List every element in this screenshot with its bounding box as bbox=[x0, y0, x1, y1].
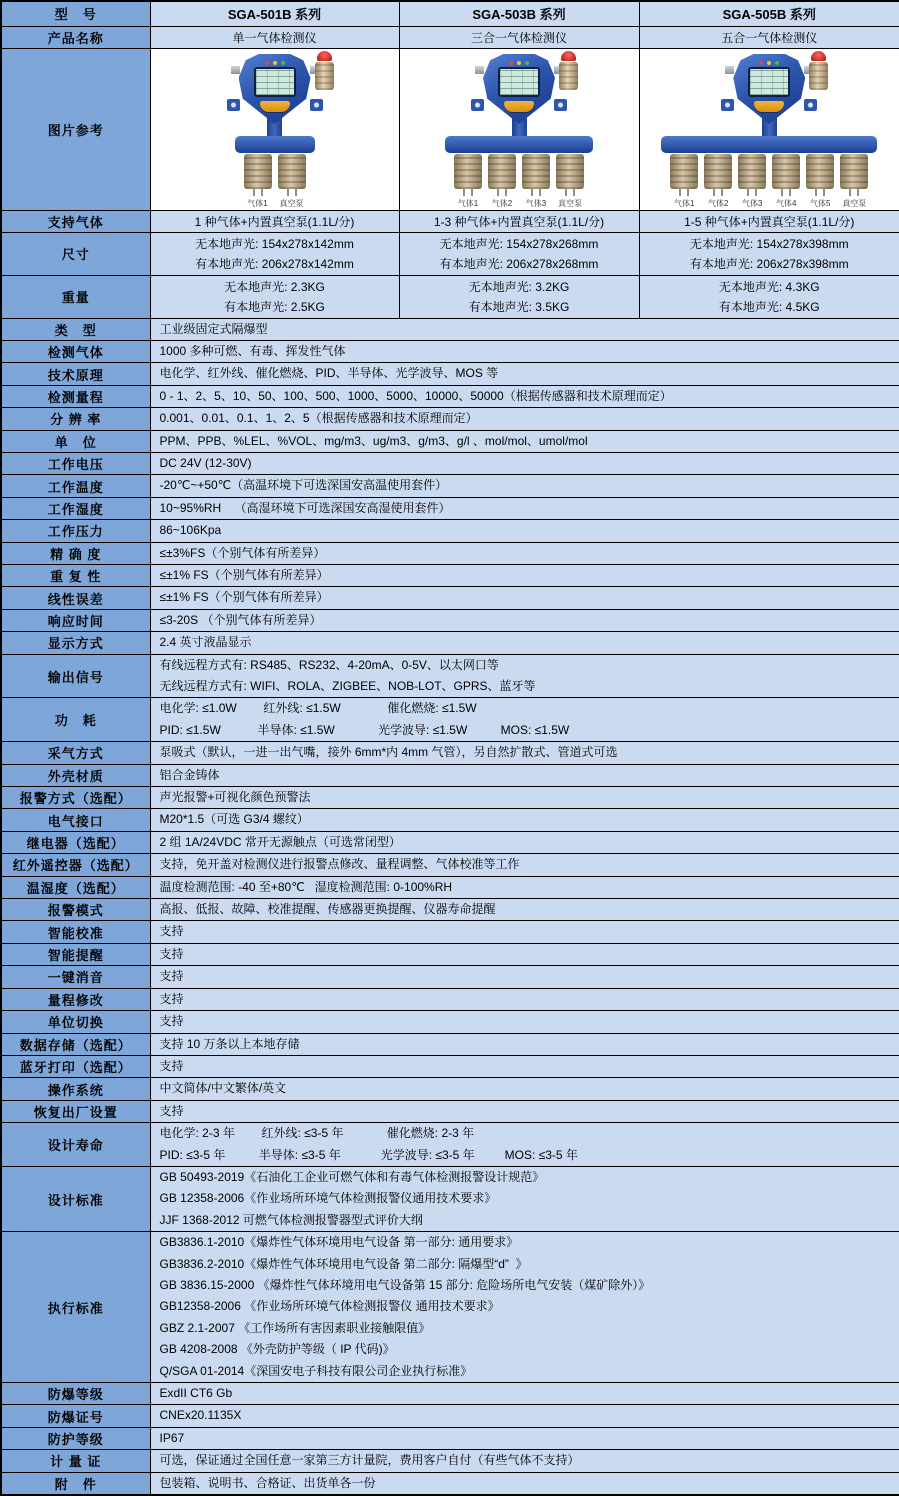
side-nub bbox=[725, 66, 734, 74]
product-image-cell bbox=[150, 48, 399, 210]
spec-value bbox=[150, 742, 899, 764]
spec-label: 技术原理 bbox=[1, 363, 150, 385]
spec-row bbox=[1, 966, 899, 988]
sensor-label: 气体3 bbox=[738, 198, 766, 209]
spec-label: 计 量 证 bbox=[1, 1450, 150, 1472]
spec-value bbox=[150, 1011, 899, 1033]
spec-row bbox=[1, 1450, 899, 1472]
spec-value bbox=[150, 564, 899, 586]
weight-line: 有本地声光: 3.5KG bbox=[400, 297, 639, 317]
spec-line: 高报、低报、故障、校准提醒、传感器更换提醒、仪器寿命提醒 bbox=[151, 899, 899, 920]
spec-line: Q/SGA 01-2014《深国安电子科技有限公司企业执行标准》 bbox=[151, 1361, 899, 1382]
mounting-ear bbox=[554, 99, 567, 111]
spec-line: ExdII CT6 Gb bbox=[151, 1383, 899, 1404]
spec-line: GB3836.2-2010《爆炸性气体环境用电气设备 第二部分: 隔爆型“d” 》 bbox=[151, 1254, 899, 1275]
spec-label: 报警模式 bbox=[1, 899, 150, 921]
size-line: 有本地声光: 206x278x398mm bbox=[640, 254, 899, 274]
spec-label: 恢复出厂设置 bbox=[1, 1100, 150, 1122]
spec-label: 重 复 性 bbox=[1, 564, 150, 586]
weight-line: 无本地声光: 4.3KG bbox=[640, 277, 899, 297]
spec-line: 0 - 1、2、5、10、50、100、500、1000、5000、10000、50000（根据传感器和技术原理而定） bbox=[151, 386, 899, 407]
sensor-cylinder bbox=[278, 154, 306, 189]
spec-value bbox=[150, 609, 899, 631]
spec-value bbox=[150, 318, 899, 340]
spec-label: 线性误差 bbox=[1, 587, 150, 609]
sensor-cylinder bbox=[244, 154, 272, 189]
spec-row bbox=[1, 1123, 899, 1167]
spec-value bbox=[150, 831, 899, 853]
spec-value bbox=[150, 1055, 899, 1077]
spec-value bbox=[150, 698, 899, 742]
product-name-row bbox=[1, 26, 899, 48]
mounting-ear bbox=[721, 99, 734, 111]
spec-row bbox=[1, 698, 899, 742]
alarm-beacon-dome bbox=[317, 51, 332, 61]
detector-head bbox=[400, 54, 639, 124]
spec-row bbox=[1, 787, 899, 809]
product-name: 五合一气体检测仪 bbox=[639, 26, 899, 48]
sensor-cylinder bbox=[772, 154, 800, 189]
spec-line: 支持 10 万条以上本地存储 bbox=[151, 1034, 899, 1055]
spec-row bbox=[1, 854, 899, 876]
side-nub bbox=[231, 66, 240, 74]
product-image-cell bbox=[399, 48, 639, 210]
spec-label: 红外遥控器（选配） bbox=[1, 854, 150, 876]
spec-row bbox=[1, 609, 899, 631]
sensor-cylinder bbox=[840, 154, 868, 189]
size-line: 无本地声光: 154x278x398mm bbox=[640, 234, 899, 254]
spec-row bbox=[1, 1100, 899, 1122]
spec-label: 附 件 bbox=[1, 1472, 150, 1495]
spec-line: PID: ≤3-5 年 半导体: ≤3-5 年 光学波导: ≤3-5 年 MOS: ≤3-5 年 bbox=[151, 1145, 899, 1166]
lcd-content bbox=[256, 69, 294, 95]
spec-label: 量程修改 bbox=[1, 988, 150, 1010]
sensor-cylinder bbox=[670, 154, 698, 189]
detector-shell bbox=[483, 54, 555, 124]
spec-value bbox=[150, 764, 899, 786]
sensor-label: 气体2 bbox=[704, 198, 732, 209]
gas-detector-illustration bbox=[151, 49, 399, 209]
mounting-ear bbox=[804, 99, 817, 111]
product-image-cell bbox=[639, 48, 899, 210]
product-name: 单一气体检测仪 bbox=[150, 26, 399, 48]
spec-value bbox=[150, 1100, 899, 1122]
spec-row bbox=[1, 1033, 899, 1055]
spec-row bbox=[1, 587, 899, 609]
model-name: SGA-505B 系列 bbox=[639, 1, 899, 26]
spec-line: 支持，免开盖对检测仪进行报警点修改、量程调整、气体校准等工作 bbox=[151, 854, 899, 875]
alarm-beacon bbox=[559, 62, 578, 90]
spec-label: 工作湿度 bbox=[1, 497, 150, 519]
alarm-beacon-dome bbox=[561, 51, 576, 61]
spec-row bbox=[1, 318, 899, 340]
spec-label: 工作压力 bbox=[1, 520, 150, 542]
spec-value bbox=[150, 876, 899, 898]
spec-line: 有线远程方式有: RS485、RS232、4-20mA、0-5V、以太网口等 bbox=[151, 655, 899, 676]
sensor-manifold bbox=[445, 136, 593, 153]
spec-line: GB12358-2006 《作业场所环境气体检测报警仪 通用技术要求》 bbox=[151, 1296, 899, 1317]
weight-line: 有本地声光: 4.5KG bbox=[640, 297, 899, 317]
spec-row bbox=[1, 1078, 899, 1100]
size-line: 无本地声光: 154x278x142mm bbox=[151, 234, 399, 254]
spec-line: GB 50493-2019《石油化工企业可燃气体和有毒气体检测报警设计规范》 bbox=[151, 1167, 899, 1188]
spec-label: 工作电压 bbox=[1, 452, 150, 474]
spec-label: 外壳材质 bbox=[1, 764, 150, 786]
lcd-screen bbox=[748, 67, 790, 97]
spec-value bbox=[150, 475, 899, 497]
spec-line: 温度检测范围: -40 至+80℃ 湿度检测范围: 0-100%RH bbox=[151, 877, 899, 898]
spec-value bbox=[150, 430, 899, 452]
spec-label: 温湿度（选配） bbox=[1, 876, 150, 898]
weight-row-label: 重量 bbox=[1, 275, 150, 318]
sensor-manifold bbox=[661, 136, 877, 153]
model-name: SGA-501B 系列 bbox=[150, 1, 399, 26]
spec-value bbox=[150, 363, 899, 385]
spec-row bbox=[1, 1472, 899, 1495]
size-line: 有本地声光: 206x278x142mm bbox=[151, 254, 399, 274]
sensor-cylinder bbox=[704, 154, 732, 189]
sensor-cylinder bbox=[806, 154, 834, 189]
spec-label: 分 辨 率 bbox=[1, 408, 150, 430]
spec-value bbox=[150, 632, 899, 654]
spec-line: 铝合金铸体 bbox=[151, 765, 899, 786]
spec-value bbox=[150, 899, 899, 921]
spec-line: 中文简体/中文繁体/英文 bbox=[151, 1078, 899, 1099]
spec-row bbox=[1, 831, 899, 853]
spec-row bbox=[1, 764, 899, 786]
dimensions-row bbox=[1, 232, 899, 275]
spec-line: ≤±1% FS（个别气体有所差异） bbox=[151, 565, 899, 586]
spec-value bbox=[150, 1427, 899, 1449]
spec-line: 86~106Kpa bbox=[151, 520, 899, 541]
status-led-icons bbox=[265, 61, 285, 65]
sensor-label: 气体5 bbox=[806, 198, 834, 209]
sensor-row bbox=[454, 154, 584, 189]
spec-label: 类 型 bbox=[1, 318, 150, 340]
spec-line: 工业级固定式隔爆型 bbox=[151, 319, 899, 340]
spec-row bbox=[1, 564, 899, 586]
spec-row bbox=[1, 1166, 899, 1231]
spec-row bbox=[1, 1427, 899, 1449]
supported-gas-row bbox=[1, 210, 899, 232]
keypad-buttons bbox=[260, 101, 290, 112]
spec-line: GBZ 2.1-2007 《工作场所有害因素职业接触限值》 bbox=[151, 1318, 899, 1339]
spec-line: 支持 bbox=[151, 944, 899, 965]
weight-value bbox=[150, 275, 399, 318]
spec-label: 采气方式 bbox=[1, 742, 150, 764]
spec-row bbox=[1, 1383, 899, 1405]
spec-label: 功 耗 bbox=[1, 698, 150, 742]
spec-line: 声光报警+可视化颜色预警法 bbox=[151, 787, 899, 808]
spec-row bbox=[1, 475, 899, 497]
weight-value bbox=[639, 275, 899, 318]
detector-shell bbox=[239, 54, 311, 124]
spec-row bbox=[1, 809, 899, 831]
spec-line: GB 4208-2008 《外壳防护等级（ IP 代码)》 bbox=[151, 1339, 899, 1360]
spec-label: 防爆等级 bbox=[1, 1383, 150, 1405]
spec-row bbox=[1, 654, 899, 698]
image-reference-row bbox=[1, 48, 899, 210]
spec-line: 支持 bbox=[151, 989, 899, 1010]
weight-line: 无本地声光: 2.3KG bbox=[151, 277, 399, 297]
spec-row bbox=[1, 1405, 899, 1427]
spec-value bbox=[150, 966, 899, 988]
spec-value bbox=[150, 408, 899, 430]
model-row-label: 型 号 bbox=[1, 1, 150, 26]
lcd-content bbox=[750, 69, 788, 95]
gas-support-value: 1-3 种气体+内置真空泵(1.1L/分) bbox=[399, 210, 639, 232]
alarm-beacon bbox=[315, 62, 334, 90]
spec-value bbox=[150, 921, 899, 943]
spec-value bbox=[150, 385, 899, 407]
spec-line: 无线远程方式有: WIFI、ROLA、ZIGBEE、NOB-LOT、GPRS、蓝牙等 bbox=[151, 676, 899, 697]
spec-line: 0.001、0.01、0.1、1、2、5（根据传感器和技术原理而定） bbox=[151, 408, 899, 429]
size-line: 有本地声光: 206x278x268mm bbox=[400, 254, 639, 274]
sensor-label: 真空泵 bbox=[278, 198, 306, 209]
spec-row bbox=[1, 408, 899, 430]
spec-row bbox=[1, 340, 899, 362]
sensor-cylinder bbox=[522, 154, 550, 189]
spec-line: 支持 bbox=[151, 1056, 899, 1077]
spec-line: 支持 bbox=[151, 1101, 899, 1122]
spec-value bbox=[150, 1166, 899, 1231]
spec-row bbox=[1, 921, 899, 943]
spec-label: 单 位 bbox=[1, 430, 150, 452]
sensor-label-row bbox=[244, 198, 306, 209]
spec-line: 电化学: ≤1.0W 红外线: ≤1.5W 催化燃烧: ≤1.5W bbox=[151, 698, 899, 719]
spec-row bbox=[1, 876, 899, 898]
spec-value bbox=[150, 1232, 899, 1383]
spec-value bbox=[150, 854, 899, 876]
lcd-content bbox=[500, 69, 538, 95]
sensor-label-row bbox=[454, 198, 584, 209]
gas-support-value: 1-5 种气体+内置真空泵(1.1L/分) bbox=[639, 210, 899, 232]
spec-line: 1000 多种可燃、有毒、挥发性气体 bbox=[151, 341, 899, 362]
side-nub bbox=[475, 66, 484, 74]
spec-line: ≤3-20S （个别气体有所差异） bbox=[151, 610, 899, 631]
spec-label: 响应时间 bbox=[1, 609, 150, 631]
alarm-beacon-dome bbox=[811, 51, 826, 61]
spec-row bbox=[1, 988, 899, 1010]
spec-label: 数据存储（选配） bbox=[1, 1033, 150, 1055]
product-row-label: 产品名称 bbox=[1, 26, 150, 48]
spec-line: 电化学: 2-3 年 红外线: ≤3-5 年 催化燃烧: 2-3 年 bbox=[151, 1123, 899, 1144]
sensor-cylinder bbox=[738, 154, 766, 189]
spec-value bbox=[150, 809, 899, 831]
spec-line: CNEx20.1135X bbox=[151, 1405, 899, 1426]
gas-support-value: 1 种气体+内置真空泵(1.1L/分) bbox=[150, 210, 399, 232]
mounting-ear bbox=[310, 99, 323, 111]
sensor-row bbox=[244, 154, 306, 189]
spec-label: 操作系统 bbox=[1, 1078, 150, 1100]
spec-value bbox=[150, 943, 899, 965]
spec-value bbox=[150, 654, 899, 698]
spec-value bbox=[150, 1123, 899, 1167]
spec-label: 输出信号 bbox=[1, 654, 150, 698]
alarm-beacon bbox=[809, 62, 828, 90]
status-led-icons bbox=[759, 61, 779, 65]
weight-line: 有本地声光: 2.5KG bbox=[151, 297, 399, 317]
spec-line: 支持 bbox=[151, 966, 899, 987]
spec-line: M20*1.5（可选 G3/4 螺纹） bbox=[151, 809, 899, 830]
spec-line: 2 组 1A/24VDC 常开无源触点（可选常闭型） bbox=[151, 832, 899, 853]
spec-line: -20℃~+50℃（高温环境下可选深国安高温使用套件） bbox=[151, 475, 899, 496]
image-row-label: 图片参考 bbox=[1, 48, 150, 210]
lcd-screen bbox=[254, 67, 296, 97]
sensor-label: 气体2 bbox=[488, 198, 516, 209]
spec-line: IP67 bbox=[151, 1428, 899, 1449]
spec-row bbox=[1, 632, 899, 654]
spec-line: 支持 bbox=[151, 1011, 899, 1032]
weight-line: 无本地声光: 3.2KG bbox=[400, 277, 639, 297]
spec-label: 防护等级 bbox=[1, 1427, 150, 1449]
spec-label: 单位切换 bbox=[1, 1011, 150, 1033]
sensor-label: 气体1 bbox=[670, 198, 698, 209]
spec-label: 精 确 度 bbox=[1, 542, 150, 564]
spec-label: 设计寿命 bbox=[1, 1123, 150, 1167]
status-led-icons bbox=[509, 61, 529, 65]
spec-label: 电气接口 bbox=[1, 809, 150, 831]
mounting-ear bbox=[471, 99, 484, 111]
sensor-label: 气体1 bbox=[244, 198, 272, 209]
spec-row bbox=[1, 497, 899, 519]
sensor-label-row bbox=[670, 198, 868, 209]
keypad-buttons bbox=[754, 101, 784, 112]
spec-label: 工作温度 bbox=[1, 475, 150, 497]
spec-line: ≤±1% FS（个别气体有所差异） bbox=[151, 587, 899, 608]
weight-row bbox=[1, 275, 899, 318]
size-line: 无本地声光: 154x278x268mm bbox=[400, 234, 639, 254]
spec-line: PID: ≤1.5W 半导体: ≤1.5W 光学波导: ≤1.5W MOS: ≤1.5W bbox=[151, 720, 899, 741]
spec-row bbox=[1, 520, 899, 542]
sensor-cylinder bbox=[454, 154, 482, 189]
spec-label: 设计标准 bbox=[1, 1166, 150, 1231]
sensor-label: 气体3 bbox=[522, 198, 550, 209]
spec-row bbox=[1, 943, 899, 965]
spec-row bbox=[1, 1232, 899, 1383]
spec-label: 智能提醒 bbox=[1, 943, 150, 965]
spec-row bbox=[1, 385, 899, 407]
spec-row bbox=[1, 363, 899, 385]
spec-row bbox=[1, 542, 899, 564]
sensor-cylinder bbox=[556, 154, 584, 189]
spec-label: 检测气体 bbox=[1, 340, 150, 362]
spec-value bbox=[150, 587, 899, 609]
spec-value bbox=[150, 340, 899, 362]
spec-line: 10~95%RH （高湿环境下可选深国安高湿使用套件） bbox=[151, 498, 899, 519]
spec-line: ≤±3%FS（个别气体有所差异） bbox=[151, 543, 899, 564]
sensor-label: 真空泵 bbox=[556, 198, 584, 209]
spec-line: JJF 1368-2012 可燃气体检测报警器型式评价大纲 bbox=[151, 1210, 899, 1231]
model-header-row bbox=[1, 1, 899, 26]
mounting-ear bbox=[227, 99, 240, 111]
spec-value bbox=[150, 1033, 899, 1055]
spec-value bbox=[150, 1472, 899, 1495]
size-value bbox=[150, 232, 399, 275]
size-value bbox=[639, 232, 899, 275]
gas-detector-illustration bbox=[640, 49, 899, 209]
spec-row bbox=[1, 1055, 899, 1077]
sensor-label: 气体1 bbox=[454, 198, 482, 209]
spec-value bbox=[150, 1450, 899, 1472]
detector-head bbox=[151, 54, 399, 124]
model-name: SGA-503B 系列 bbox=[399, 1, 639, 26]
product-name: 三合一气体检测仪 bbox=[399, 26, 639, 48]
size-value bbox=[399, 232, 639, 275]
sensor-row bbox=[670, 154, 868, 189]
spec-value bbox=[150, 988, 899, 1010]
spec-value bbox=[150, 1383, 899, 1405]
spec-row bbox=[1, 742, 899, 764]
detector-shell bbox=[733, 54, 805, 124]
spec-line: DC 24V (12-30V) bbox=[151, 453, 899, 474]
size-row-label: 尺寸 bbox=[1, 232, 150, 275]
spec-value bbox=[150, 787, 899, 809]
spec-line: 电化学、红外线、催化燃烧、PID、半导体、光学波导、MOS 等 bbox=[151, 363, 899, 384]
spec-row bbox=[1, 899, 899, 921]
spec-line: 支持 bbox=[151, 921, 899, 942]
spec-value bbox=[150, 542, 899, 564]
spec-label: 智能校准 bbox=[1, 921, 150, 943]
detector-head bbox=[640, 54, 899, 124]
spec-value bbox=[150, 497, 899, 519]
spec-value bbox=[150, 1078, 899, 1100]
spec-label: 继电器（选配） bbox=[1, 831, 150, 853]
spec-line: 泵吸式（默认，一进一出气嘴，接外 6mm*内 4mm 气管），另自然扩散式、管道式可选 bbox=[151, 742, 899, 763]
sensor-manifold bbox=[235, 136, 315, 153]
spec-line: 2.4 英寸液晶显示 bbox=[151, 632, 899, 653]
keypad-buttons bbox=[504, 101, 534, 112]
spec-line: GB 12358-2006《作业场所环境气体检测报警仪通用技术要求》 bbox=[151, 1188, 899, 1209]
lcd-screen bbox=[498, 67, 540, 97]
sensor-cylinder bbox=[488, 154, 516, 189]
spec-value bbox=[150, 452, 899, 474]
sensor-label: 气体4 bbox=[772, 198, 800, 209]
spec-row bbox=[1, 452, 899, 474]
spec-label: 显示方式 bbox=[1, 632, 150, 654]
spec-label: 检测量程 bbox=[1, 385, 150, 407]
spec-row bbox=[1, 1011, 899, 1033]
spec-label: 报警方式（选配） bbox=[1, 787, 150, 809]
spec-line: GB 3836.15-2000 《爆炸性气体环境用电气设备第 15 部分: 危险场所电气安装（煤矿除外）》 bbox=[151, 1275, 899, 1296]
spec-label: 蓝牙打印（选配） bbox=[1, 1055, 150, 1077]
spec-label: 防爆证号 bbox=[1, 1405, 150, 1427]
spec-label: 执行标准 bbox=[1, 1232, 150, 1383]
spec-line: 包装箱、说明书、合格证、出货单各一份 bbox=[151, 1473, 899, 1494]
spec-value bbox=[150, 520, 899, 542]
gas-detector-illustration bbox=[400, 49, 639, 209]
spec-label: 一键消音 bbox=[1, 966, 150, 988]
sensor-label: 真空泵 bbox=[840, 198, 868, 209]
spec-row bbox=[1, 430, 899, 452]
spec-value bbox=[150, 1405, 899, 1427]
spec-line: GB3836.1-2010《爆炸性气体环境用电气设备 第一部分: 通用要求》 bbox=[151, 1232, 899, 1253]
weight-value bbox=[399, 275, 639, 318]
spec-line: PPM、PPB、%LEL、%VOL、mg/m3、ug/m3、g/m3、g/l 、mol/mol、umol/mol bbox=[151, 431, 899, 452]
gas-row-label: 支持气体 bbox=[1, 210, 150, 232]
spec-line: 可选，保证通过全国任意一家第三方计量院，费用客户自付（有些气体不支持） bbox=[151, 1450, 899, 1471]
